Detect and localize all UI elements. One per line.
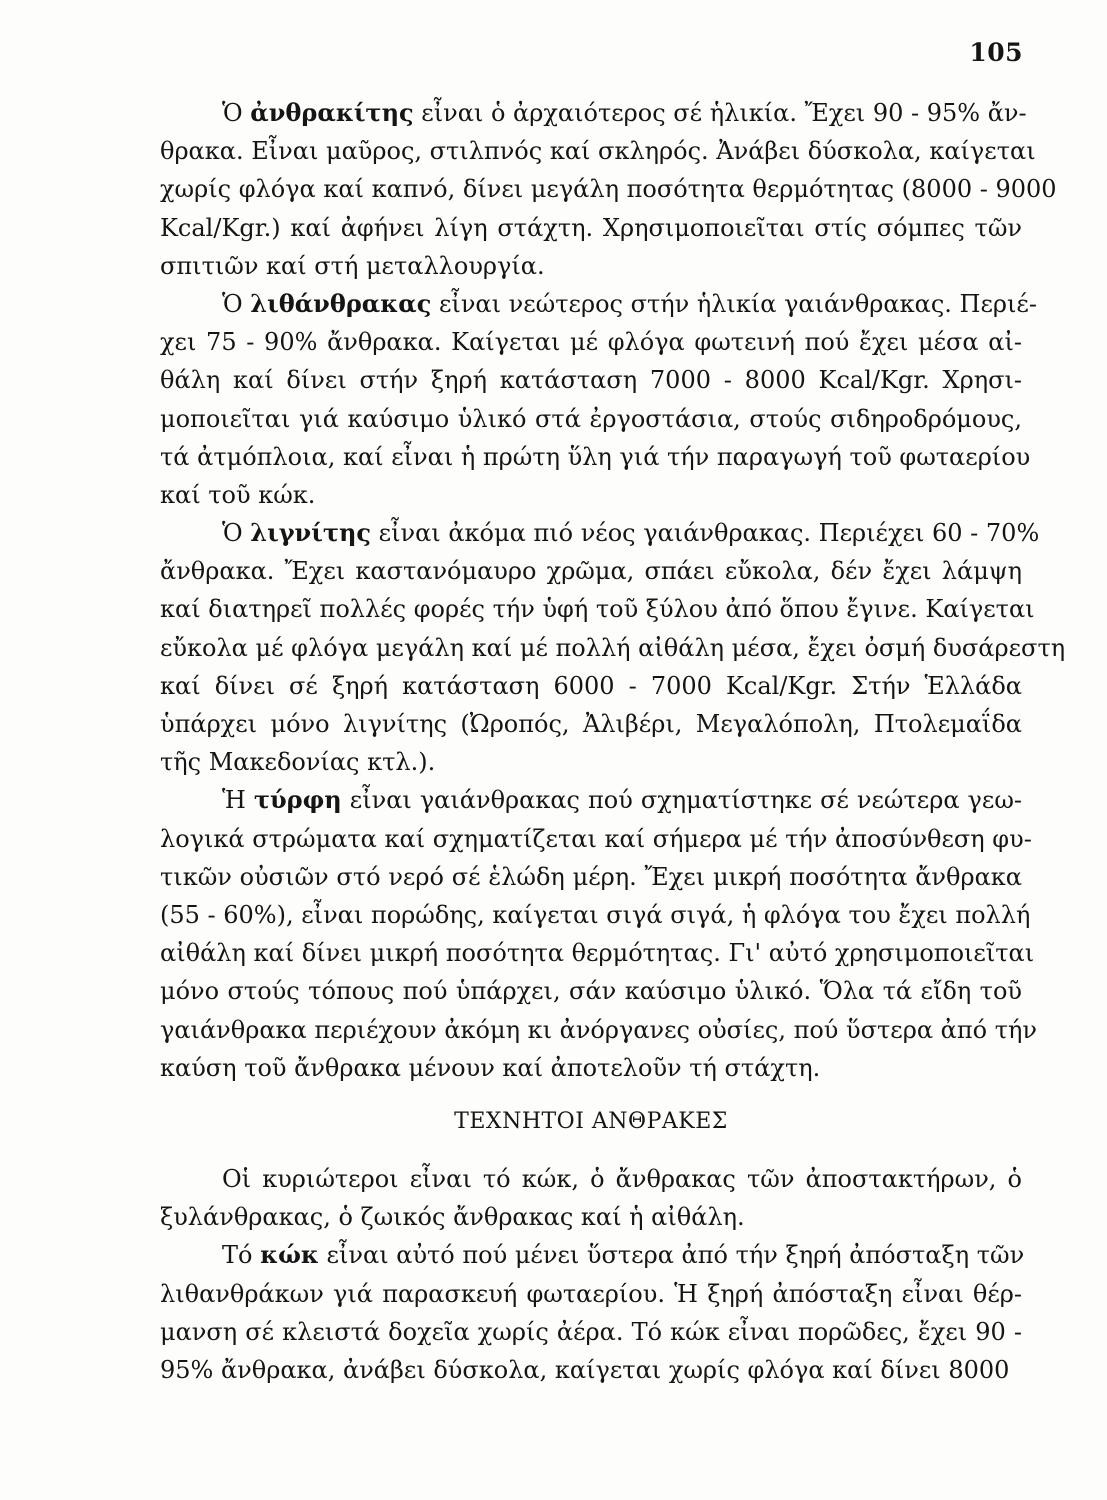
text-line [160,896,1031,934]
text-line [160,1351,1022,1389]
text-line [160,705,1022,743]
text-run: Ὁ [222,99,251,127]
text-run: γαιάνθρακα περιέχουν ἀκόμη κι ἀνόργανες οὐσίες, πού ὕστερα ἀπό τήν [160,1015,1037,1044]
body-text-top [160,94,1066,1087]
bold-term: λιθάνθρακας [250,288,432,318]
text-line [160,1275,1022,1313]
text-run: Kcal/Kgr.) καί ἀφήνει λίγη στάχτη. Χρησιμοποιεῖται στίς σόμπες τῶν [160,213,1022,242]
text-run: εἶναι νεώτερος στήν ἡλικία γαιάνθρακας. Περιέ- [431,289,1037,318]
text-run: καύση τοῦ ἄνθρακα μένουν καί ἀποτελοῦν τή στάχτη. [160,1053,821,1082]
text-run: μανση σέ κλειστά δοχεῖα χωρίς ἀέρα. Τό κώκ εἶναι πορῶδες, ἔχει 90 - [160,1317,1022,1346]
text-run: θρακα. Εἶναι μαῦρος, στιλπνός καί σκληρός. Ἀνάβει δύσκολα, καίγεται [160,137,1036,166]
text-run: ξυλάνθρακας, ὁ ζωικός ἄνθρακας καί ἡ αἰθάλη. [160,1203,745,1232]
text-run: τά ἀτμόπλοια, καί εἶναι ἡ πρώτη ὕλη γιά τήν παραγωγή τοῦ φωταερίου [160,442,1031,471]
text-line [160,667,1022,705]
text-line [160,1236,1025,1274]
bold-term: λιγνίτης [250,518,372,548]
text-run: χωρίς φλόγα καί καπνό, δίνει μεγάλη ποσότητα θερμότητας (8000 - 9000 [160,175,1057,204]
text-run: Ὁ [222,519,251,548]
page-number: 105 [969,38,1023,67]
text-run: τικῶν οὐσιῶν στό νερό σέ ἑλώδη μέρη. Ἔχει μικρή ποσότητα ἄνθρακα [160,862,1022,891]
text-line [160,1160,1022,1198]
text-line [160,934,1035,972]
text-line [160,170,1057,208]
text-line [160,781,1022,819]
text-line [160,1011,1037,1049]
text-line [160,476,1022,514]
text-line [160,132,1036,170]
text-run: (55 - 60%), εἶναι πορώδης, καίγεται σιγά σιγά, ἡ φλόγα του ἔχει πολλή [160,900,1031,929]
text-run: σπιτιῶν καί στή μεταλλουργία. [160,251,545,280]
text-run: εἶναι ἀκόμα πιό νέος γαιάνθρακας. Περιέχει 60 - 70% [371,519,1040,548]
text-line [160,94,1027,132]
text-run: Οἱ κυριώτεροι εἶναι τό κώκ, ὁ ἄνθρακας τῶν ἀποστακτήρων, ὁ [222,1165,1022,1193]
text-line [160,400,1022,438]
text-line [160,820,1032,858]
text-run: καί δίνει σέ ξηρή κατάσταση 6000 - 7000 Kcal/Kgr. Στήν Ἑλλάδα [160,671,1022,700]
text-run: καί διατηρεῖ πολλές φορές τήν ὑφή τοῦ ξύλου ἀπό ὅπου ἔγινε. Καίγεται [160,595,1035,624]
text-line [160,590,1035,628]
text-line [160,1049,1022,1087]
text-line [160,247,1022,285]
text-run: καί τοῦ κώκ. [160,480,316,509]
bold-term: ἀνθρακίτης [250,98,414,127]
text-run: χει 75 - 90% ἄνθρακα. Καίγεται μέ φλόγα φωτεινή πού ἔχει μέσα αἰ- [160,328,1022,357]
text-run: τῆς Μακεδονίας κτλ.). [160,748,436,777]
text-run: εἶναι αὐτό πού μένει ὕστερα ἀπό τήν ξηρή ἀπόσταξη τῶν [318,1241,1025,1270]
text-run: ὑπάρχει μόνο λιγνίτης (Ὠροπός, Ἀλιβέρι, Μεγαλόπολη, Πτολεμαΐδα [160,710,1022,738]
paragraph [160,514,1066,781]
text-run: εἶναι γαιάνθρακας πού σχηματίστηκε σέ νεώτερα γεω- [341,786,1022,815]
text-line [160,323,1022,361]
text-line [160,209,1022,247]
bold-term: τύρφη [253,785,342,815]
paragraph [160,285,1037,514]
text-run: 95% ἄνθρακα, ἀνάβει δύσκολα, καίγεται χωρίς φλόγα καί δίνει 8000 [160,1355,1010,1384]
text-run: Ὁ [222,289,251,318]
text-line [160,514,1040,552]
paragraph [160,94,1057,285]
text-run: θάλη καί δίνει στήν ξηρή κατάσταση 7000 - 8000 Kcal/Kgr. Χρησι- [160,366,1022,395]
text-run: εὔκολα μέ φλόγα μεγάλη καί μέ πολλή αἰθάλη μέσα, ἔχει ὀσμή δυσάρεστη [160,633,1066,662]
paragraph [160,1160,1022,1236]
section-heading: ΤΕΧΝΗΤΟΙ ΑΝΘΡΑΚΕΣ [454,1109,728,1134]
text-run: Ἡ [222,786,254,815]
text-run: λογικά στρώματα καί σχηματίζεται καί σήμερα μέ τήν ἀποσύνθεση φυ- [160,824,1032,853]
text-line [160,858,1022,896]
text-run: ἄνθρακα. Ἔχει καστανόμαυρο χρῶμα, σπάει εὔκολα, δέν ἔχει λάμψη [160,557,1022,586]
text-run: αἰθάλη καί δίνει μικρή ποσότητα θερμότητας. Γι' αὐτό χρησιμοποιεῖται [160,939,1035,968]
text-line [160,438,1031,476]
text-line [160,629,1066,667]
text-line [160,552,1022,590]
text-run: μόνο στούς τόπους πού ὑπάρχει, σάν καύσιμο ὑλικό. Ὅλα τά εἴδη τοῦ [160,977,1022,1006]
text-run: μοποιεῖται γιά καύσιμο ὑλικό στά ἐργοστάσια, στούς σιδηροδρόμους, [160,404,1022,433]
paragraph [160,781,1037,1087]
text-run: εἶναι ὁ ἀρχαιότερος σέ ἡλικία. Ἔχει 90 - 95% ἄν- [413,99,1027,127]
text-line [160,743,1022,781]
bold-term: κώκ [260,1240,319,1270]
text-run: λιθανθράκων γιά παρασκευή φωταερίου. Ἡ ξηρή ἀπόσταξη εἶναι θέρ- [160,1279,1022,1308]
body-text-bottom [160,1160,1025,1389]
text-run: Τό [222,1241,261,1270]
text-line [160,285,1037,323]
text-line [160,1313,1022,1351]
text-line [160,361,1022,399]
text-line [160,972,1022,1010]
paragraph [160,1236,1025,1389]
text-line [160,1198,1022,1236]
